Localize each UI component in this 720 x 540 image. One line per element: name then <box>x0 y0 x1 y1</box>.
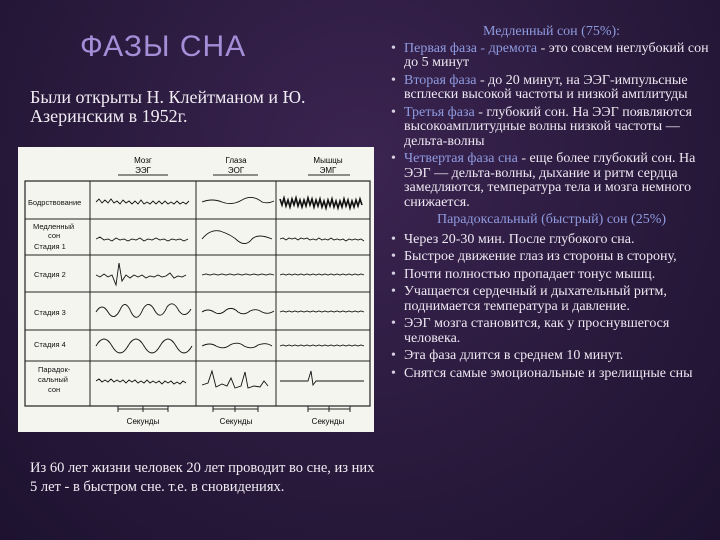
rem-sleep-item: • Снятся самые эмоциональные и зрелищные сны <box>389 367 714 382</box>
trace-stage2-emg <box>280 274 364 275</box>
col-header-eog <box>225 156 247 175</box>
trace-stage4-emg <box>280 345 364 346</box>
axis-label-eeg: Секунды <box>126 417 160 426</box>
svg-text:сон: сон <box>48 231 61 240</box>
row-label-stage1 <box>33 222 74 251</box>
trace-wake-eog <box>202 197 274 203</box>
rem-sleep-item: • Быстрое движение глаз из стороны в сторону, <box>389 250 714 265</box>
row-label-stage2: Стадия 2 <box>34 270 66 279</box>
rem-sleep-heading: Парадоксальный (быстрый) сон (25%) <box>436 212 667 227</box>
svg-text:Парадок-: Парадок- <box>38 365 71 374</box>
row-label-rem <box>38 365 71 394</box>
slide-title: ФАЗЫ СНА <box>80 30 247 63</box>
sleep-stages-figure <box>18 147 374 432</box>
slow-sleep-item: • Третья фаза - глубокий сон. На ЭЭГ появляются высокоамплитудные волны низкой частоты — дельта-волны <box>389 106 714 150</box>
svg-text:ЭОГ: ЭОГ <box>227 166 245 175</box>
slow-sleep-heading: Медленный сон (75%): <box>482 24 621 39</box>
svg-text:ЭЭГ: ЭЭГ <box>135 166 151 175</box>
svg-text:Мозг: Мозг <box>134 156 152 165</box>
trace-stage2-eeg <box>96 263 186 285</box>
svg-text:Мышцы: Мышцы <box>313 156 343 165</box>
trace-stage4-eeg <box>96 339 192 353</box>
trace-stage1-eeg <box>96 237 188 241</box>
intro-text: Были открыты Н. Клейтманом и Ю. Азеринским в 1952г. <box>30 87 306 126</box>
trace-stage1-emg <box>280 238 364 241</box>
trace-wake-emg <box>280 198 362 208</box>
axis-label-emg: Секунды <box>311 417 345 426</box>
svg-text:сон: сон <box>48 385 61 394</box>
trace-stage3-eog <box>202 308 274 313</box>
axis-label-eog: Секунды <box>219 417 253 426</box>
slow-sleep-item: • Четвертая фаза сна - еще более глубокий сон. На ЭЭГ — дельта-волны, дыхание и ритм сердца замедляются, температура тела и мозга немного снижается. <box>389 152 714 210</box>
rem-sleep-item: • Через 20-30 мин. После глубокого сна. <box>389 233 714 248</box>
trace-rem-eeg <box>96 379 186 384</box>
col-header-eeg <box>134 156 152 175</box>
trace-rem-eog <box>202 371 268 388</box>
trace-rem-emg <box>280 371 364 385</box>
rem-sleep-item: • Учащается сердечный и дыхательный ритм, поднимается температура и давление. <box>389 285 714 314</box>
stages-description <box>389 25 714 384</box>
trace-stage1-eog <box>202 231 272 244</box>
trace-stage3-emg <box>280 311 364 312</box>
trace-wake-eeg <box>96 199 189 204</box>
trace-stage4-eog <box>202 343 272 348</box>
rem-sleep-list <box>389 233 714 382</box>
rem-sleep-item: • Почти полностью пропадает тонус мышц. <box>389 268 714 283</box>
svg-text:Стадия 1: Стадия 1 <box>34 242 66 251</box>
col-header-emg <box>313 156 342 175</box>
trace-stage3-eeg <box>96 304 191 318</box>
svg-text:Глаза: Глаза <box>225 156 247 165</box>
rem-sleep-item: • ЭЭГ мозга становится, как у проснувшегося человека. <box>389 317 714 346</box>
svg-text:Медленный: Медленный <box>33 222 75 231</box>
row-label-stage3: Стадия 3 <box>34 308 66 317</box>
slow-sleep-list <box>389 42 714 211</box>
trace-stage2-eog <box>202 274 274 275</box>
rem-sleep-item: • Эта фаза длится в среднем 10 минут. <box>389 349 714 364</box>
row-label-wake: Бодрствование <box>28 198 82 207</box>
slow-sleep-item: • Первая фаза - дремота - это совсем неглубокий сон до 5 минут <box>389 42 714 71</box>
row-label-stage4: Стадия 4 <box>34 340 66 349</box>
svg-text:сальный: сальный <box>38 375 68 384</box>
bottom-note: Из 60 лет жизни человек 20 лет проводит во сне, из них 5 лет - в быстром сне. т.е. в сновидениях. <box>30 460 375 495</box>
svg-text:ЭМГ: ЭМГ <box>319 166 337 175</box>
slow-sleep-item: • Вторая фаза - до 20 минут, на ЭЭГ-импульсные всплески высокой частоты и низкой амплитуды <box>389 74 714 103</box>
